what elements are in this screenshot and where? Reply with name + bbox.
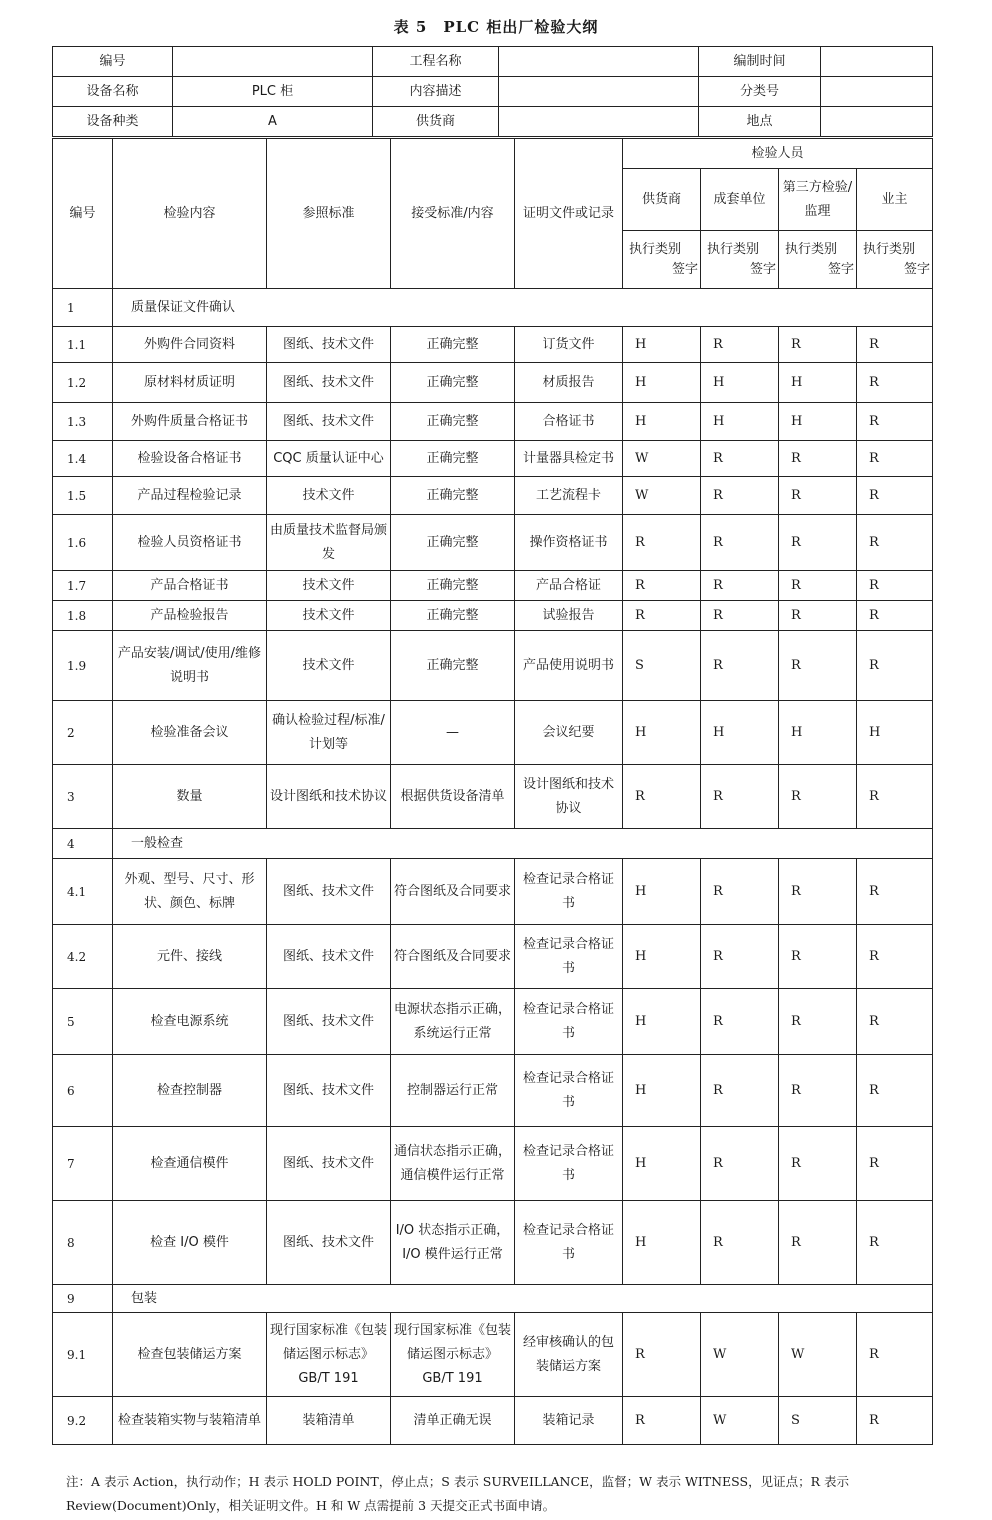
table-row	[53, 1127, 933, 1201]
exec-code: W	[701, 1313, 779, 1397]
inspection-content: 检查包装储运方案	[113, 1313, 267, 1397]
inspection-content: 外购件合同资料	[113, 327, 267, 363]
exec-code: R	[701, 327, 779, 363]
exec-code: H	[701, 701, 779, 765]
section-title: 质量保证文件确认	[113, 289, 933, 327]
section-title: 包装	[113, 1285, 933, 1313]
exec-code: R	[701, 925, 779, 989]
header-label: 内容描述	[373, 77, 499, 107]
col-header-accept: 接受标准/内容	[391, 139, 515, 289]
row-number: 1.8	[53, 601, 113, 631]
header-label: 分类号	[699, 77, 821, 107]
exec-code: R	[779, 441, 857, 477]
row-number: 4.2	[53, 925, 113, 989]
header-label: 编号	[53, 47, 173, 77]
exec-code: R	[857, 859, 933, 925]
acceptance-criteria: 正确完整	[391, 631, 515, 701]
exec-label: 执行类别	[707, 241, 760, 257]
exec-code: R	[857, 631, 933, 701]
proof-document: 检查记录合格证书	[515, 1055, 623, 1127]
reference-standard: CQC 质量认证中心	[267, 441, 391, 477]
exec-code: H	[779, 403, 857, 441]
acceptance-criteria: 通信状态指示正确，通信模件运行正常	[391, 1127, 515, 1201]
table-row	[53, 1201, 933, 1285]
proof-document: 操作资格证书	[515, 515, 623, 571]
exec-code: H	[779, 363, 857, 403]
reference-standard: 现行国家标准《包装储运图示标志》GB/T 191	[267, 1313, 391, 1397]
exec-code: R	[779, 765, 857, 829]
proof-document: 检查记录合格证书	[515, 989, 623, 1055]
exec-code: R	[701, 859, 779, 925]
table-row	[53, 859, 933, 925]
sign-label: 签字	[749, 261, 776, 277]
reference-standard: 图纸、技术文件	[267, 1201, 391, 1285]
exec-code: R	[701, 765, 779, 829]
exec-code: R	[779, 571, 857, 601]
exec-label: 执行类别	[863, 241, 916, 257]
acceptance-criteria: I/O 状态指示正确，I/O 模件运行正常	[391, 1201, 515, 1285]
exec-code: H	[701, 363, 779, 403]
inspection-content: 产品安装/调试/使用/维修说明书	[113, 631, 267, 701]
col-header-owner: 业主	[857, 169, 933, 231]
reference-standard: 图纸、技术文件	[267, 859, 391, 925]
table-row	[53, 571, 933, 601]
sign-label: 签字	[827, 261, 854, 277]
table-row	[53, 327, 933, 363]
exec-code: R	[857, 327, 933, 363]
acceptance-criteria: 正确完整	[391, 441, 515, 477]
table-row	[53, 631, 933, 701]
row-number: 1.4	[53, 441, 113, 477]
exec-code: R	[701, 601, 779, 631]
exec-code: H	[701, 403, 779, 441]
reference-standard: 技术文件	[267, 601, 391, 631]
row-number: 1	[53, 289, 113, 327]
reference-standard: 确认检验过程/标准/计划等	[267, 701, 391, 765]
acceptance-criteria: —	[391, 701, 515, 765]
exec-code: R	[623, 515, 701, 571]
exec-code: W	[623, 477, 701, 515]
table-row	[53, 925, 933, 989]
proof-document: 产品使用说明书	[515, 631, 623, 701]
row-number: 9.2	[53, 1397, 113, 1445]
exec-code: H	[623, 327, 701, 363]
header-label: 设备种类	[53, 107, 173, 137]
header-value	[499, 47, 699, 77]
inspection-content: 外购件质量合格证书	[113, 403, 267, 441]
inspection-content: 检查电源系统	[113, 989, 267, 1055]
proof-document: 合格证书	[515, 403, 623, 441]
inspection-content: 检验设备合格证书	[113, 441, 267, 477]
row-number: 4.1	[53, 859, 113, 925]
exec-label: 执行类别	[785, 241, 838, 257]
header-value	[821, 107, 933, 137]
header-row	[53, 47, 933, 77]
exec-code: H	[623, 859, 701, 925]
exec-code: R	[623, 571, 701, 601]
acceptance-criteria: 正确完整	[391, 327, 515, 363]
header-value: PLC 柜	[173, 77, 373, 107]
exec-code: R	[779, 925, 857, 989]
inspection-content: 检验准备会议	[113, 701, 267, 765]
header-value	[821, 77, 933, 107]
col-header-inspectors: 检验人员	[623, 139, 933, 169]
exec-code: R	[779, 601, 857, 631]
reference-standard: 设计图纸和技术协议	[267, 765, 391, 829]
reference-standard: 由质量技术监督局颁发	[267, 515, 391, 571]
row-number: 2	[53, 701, 113, 765]
reference-standard: 技术文件	[267, 571, 391, 601]
proof-document: 产品合格证	[515, 571, 623, 601]
table-row	[53, 441, 933, 477]
header-value	[173, 47, 373, 77]
exec-code: R	[701, 515, 779, 571]
exec-code: R	[779, 989, 857, 1055]
inspection-content: 检查 I/O 模件	[113, 1201, 267, 1285]
row-number: 7	[53, 1127, 113, 1201]
table-row	[53, 989, 933, 1055]
header-label: 编制时间	[699, 47, 821, 77]
proof-document: 试验报告	[515, 601, 623, 631]
header-table	[52, 46, 933, 137]
inspection-content: 产品过程检验记录	[113, 477, 267, 515]
exec-code: R	[857, 515, 933, 571]
acceptance-criteria: 正确完整	[391, 571, 515, 601]
exec-code: H	[623, 1055, 701, 1127]
reference-standard: 图纸、技术文件	[267, 989, 391, 1055]
exec-code: R	[857, 363, 933, 403]
exec-code: R	[779, 1201, 857, 1285]
inspection-content: 检查控制器	[113, 1055, 267, 1127]
row-number: 1.7	[53, 571, 113, 601]
exec-code: R	[857, 571, 933, 601]
inspection-table	[52, 138, 933, 1445]
acceptance-criteria: 正确完整	[391, 477, 515, 515]
exec-code: R	[857, 601, 933, 631]
inspection-content: 数量	[113, 765, 267, 829]
col-header-standard: 参照标准	[267, 139, 391, 289]
exec-code: R	[701, 1201, 779, 1285]
column-header-row	[53, 139, 933, 169]
exec-code: H	[623, 1127, 701, 1201]
exec-code: H	[779, 701, 857, 765]
header-label: 设备名称	[53, 77, 173, 107]
col-header-proof: 证明文件或记录	[515, 139, 623, 289]
proof-document: 经审核确认的包装储运方案	[515, 1313, 623, 1397]
exec-sign-cell	[623, 231, 701, 289]
col-header-content: 检验内容	[113, 139, 267, 289]
exec-code: H	[857, 701, 933, 765]
section-row	[53, 289, 933, 327]
acceptance-criteria: 控制器运行正常	[391, 1055, 515, 1127]
col-header-num: 编号	[53, 139, 113, 289]
exec-code: H	[623, 363, 701, 403]
acceptance-criteria: 正确完整	[391, 403, 515, 441]
exec-code: H	[623, 989, 701, 1055]
acceptance-criteria: 根据供货设备清单	[391, 765, 515, 829]
table-row	[53, 1313, 933, 1397]
exec-code: R	[779, 631, 857, 701]
row-number: 1.1	[53, 327, 113, 363]
exec-code: R	[857, 1127, 933, 1201]
header-label: 工程名称	[373, 47, 499, 77]
proof-document: 计量器具检定书	[515, 441, 623, 477]
exec-code: R	[857, 765, 933, 829]
exec-code: W	[779, 1313, 857, 1397]
exec-code: R	[701, 631, 779, 701]
sign-label: 签字	[904, 261, 931, 277]
exec-code: R	[623, 601, 701, 631]
row-number: 3	[53, 765, 113, 829]
col-header-third: 第三方检验/监理	[779, 169, 857, 231]
proof-document: 检查记录合格证书	[515, 925, 623, 989]
header-value	[821, 47, 933, 77]
exec-code: R	[779, 515, 857, 571]
row-number: 1.6	[53, 515, 113, 571]
header-value: A	[173, 107, 373, 137]
header-value	[499, 107, 699, 137]
exec-code: R	[857, 403, 933, 441]
proof-document: 会议纪要	[515, 701, 623, 765]
exec-code: R	[623, 1313, 701, 1397]
reference-standard: 图纸、技术文件	[267, 363, 391, 403]
exec-sign-cell	[779, 231, 857, 289]
acceptance-criteria: 清单正确无误	[391, 1397, 515, 1445]
row-number: 5	[53, 989, 113, 1055]
exec-code: R	[779, 327, 857, 363]
exec-code: R	[857, 1055, 933, 1127]
acceptance-criteria: 电源状态指示正确，系统运行正常	[391, 989, 515, 1055]
proof-document: 设计图纸和技术协议	[515, 765, 623, 829]
exec-code: H	[623, 701, 701, 765]
inspection-content: 检查通信模件	[113, 1127, 267, 1201]
exec-code: S	[779, 1397, 857, 1445]
acceptance-criteria: 正确完整	[391, 363, 515, 403]
row-number: 1.3	[53, 403, 113, 441]
exec-code: R	[857, 989, 933, 1055]
table-row	[53, 1397, 933, 1445]
inspection-content: 产品检验报告	[113, 601, 267, 631]
reference-standard: 技术文件	[267, 477, 391, 515]
exec-code: R	[779, 477, 857, 515]
exec-code: H	[623, 403, 701, 441]
header-label: 供货商	[373, 107, 499, 137]
row-number: 9.1	[53, 1313, 113, 1397]
page-title: 表 5 PLC 柜出厂检验大纲	[393, 18, 599, 36]
acceptance-criteria: 现行国家标准《包装储运图示标志》GB/T 191	[391, 1313, 515, 1397]
footnote: 注：A 表示 Action，执行动作；H 表示 HOLD POINT，停止点；S 表示 SURVEILLANCE，监督；W 表示 WITNESS，见证点；R 表示 Review(Document)Only，相关证明文件。H 和 W 点需提前 3 天提交正式书面申请。	[66, 1474, 849, 1513]
col-header-supplier: 供货商	[623, 169, 701, 231]
reference-standard: 图纸、技术文件	[267, 1055, 391, 1127]
exec-code: H	[623, 925, 701, 989]
row-number: 1.9	[53, 631, 113, 701]
row-number: 1.2	[53, 363, 113, 403]
exec-code: R	[857, 925, 933, 989]
exec-code: H	[623, 1201, 701, 1285]
proof-document: 检查记录合格证书	[515, 859, 623, 925]
exec-code: R	[701, 989, 779, 1055]
header-label: 地点	[699, 107, 821, 137]
inspection-content: 外观、型号、尺寸、形状、颜色、标牌	[113, 859, 267, 925]
exec-code: R	[701, 1055, 779, 1127]
reference-standard: 图纸、技术文件	[267, 1127, 391, 1201]
exec-code: R	[857, 1313, 933, 1397]
exec-code: R	[779, 1055, 857, 1127]
exec-code: R	[857, 1397, 933, 1445]
exec-code: W	[623, 441, 701, 477]
inspection-content: 元件、接线	[113, 925, 267, 989]
exec-code: R	[623, 1397, 701, 1445]
table-row	[53, 477, 933, 515]
exec-sign-cell	[857, 231, 933, 289]
acceptance-criteria: 正确完整	[391, 515, 515, 571]
exec-code: R	[857, 477, 933, 515]
row-number: 9	[53, 1285, 113, 1313]
exec-code: R	[857, 1201, 933, 1285]
proof-document: 订货文件	[515, 327, 623, 363]
section-title: 一般检查	[113, 829, 933, 859]
exec-code: S	[623, 631, 701, 701]
proof-document: 装箱记录	[515, 1397, 623, 1445]
inspection-content: 产品合格证书	[113, 571, 267, 601]
row-number: 6	[53, 1055, 113, 1127]
exec-code: R	[701, 571, 779, 601]
proof-document: 检查记录合格证书	[515, 1127, 623, 1201]
reference-standard: 图纸、技术文件	[267, 925, 391, 989]
proof-document: 工艺流程卡	[515, 477, 623, 515]
sign-label: 签字	[671, 261, 698, 277]
table-row	[53, 701, 933, 765]
row-number: 1.5	[53, 477, 113, 515]
acceptance-criteria: 符合图纸及合同要求	[391, 859, 515, 925]
exec-code: R	[623, 765, 701, 829]
acceptance-criteria: 正确完整	[391, 601, 515, 631]
row-number: 8	[53, 1201, 113, 1285]
exec-code: R	[779, 859, 857, 925]
table-row	[53, 1055, 933, 1127]
proof-document: 检查记录合格证书	[515, 1201, 623, 1285]
inspection-content: 检验人员资格证书	[113, 515, 267, 571]
table-row	[53, 403, 933, 441]
table-row	[53, 363, 933, 403]
reference-standard: 图纸、技术文件	[267, 327, 391, 363]
reference-standard: 技术文件	[267, 631, 391, 701]
exec-code: R	[701, 477, 779, 515]
table-row	[53, 601, 933, 631]
exec-code: R	[701, 1127, 779, 1201]
section-row	[53, 1285, 933, 1313]
reference-standard: 装箱清单	[267, 1397, 391, 1445]
section-row	[53, 829, 933, 859]
exec-label: 执行类别	[629, 241, 682, 257]
exec-code: R	[701, 441, 779, 477]
row-number: 4	[53, 829, 113, 859]
proof-document: 材质报告	[515, 363, 623, 403]
exec-sign-cell	[701, 231, 779, 289]
inspection-content: 检查装箱实物与装箱清单	[113, 1397, 267, 1445]
table-row	[53, 515, 933, 571]
exec-code: W	[701, 1397, 779, 1445]
header-row	[53, 107, 933, 137]
inspection-content: 原材料材质证明	[113, 363, 267, 403]
header-row	[53, 77, 933, 107]
acceptance-criteria: 符合图纸及合同要求	[391, 925, 515, 989]
header-value	[499, 77, 699, 107]
reference-standard: 图纸、技术文件	[267, 403, 391, 441]
table-row	[53, 765, 933, 829]
exec-code: R	[857, 441, 933, 477]
exec-code: R	[779, 1127, 857, 1201]
col-header-assembly: 成套单位	[701, 169, 779, 231]
